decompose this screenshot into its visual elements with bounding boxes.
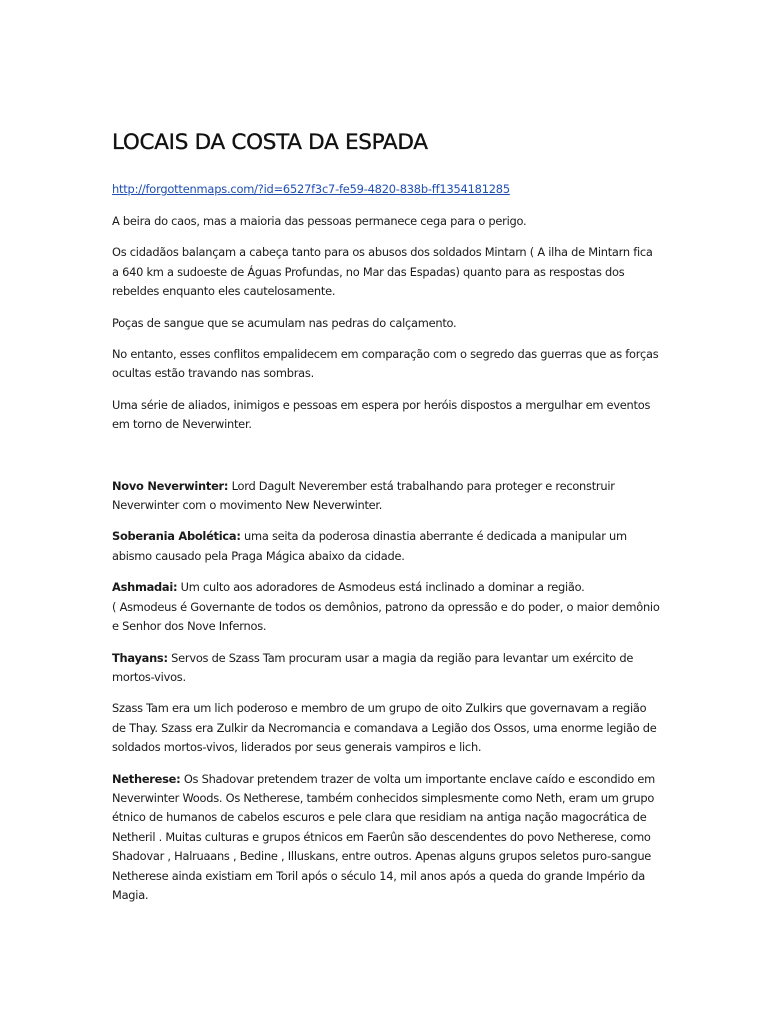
entry-soberania-aboletica bbox=[112, 527, 660, 566]
blank-space bbox=[112, 447, 660, 477]
intro-paragraph-5: Uma série de aliados, inimigos e pessoas em espera por heróis dispostos a mergulhar em eventos em torno de Neverwinter. bbox=[112, 397, 651, 432]
entry-novo-neverwinter bbox=[112, 477, 660, 516]
intro-paragraph-4: No entanto, esses conflitos empalidecem em comparação com o segredo das guerras que as forças ocultas estão travando nas sombras. bbox=[112, 347, 659, 381]
entry-text: Servos de Szass Tam procuram usar a magia da região para levantar um exército de mortos-vivos. bbox=[112, 650, 634, 684]
entry-text: Os Shadovar pretendem trazer de volta um importante enclave caído e escondido em Neverwinter Woods. Os Netherese, também conhecidos simplesmente como Neth, eram um grupo étnico de humanos de cabelos escuros e pele clara que residiam na antiga nação magocrática de Netheril . Muitas culturas e grupos étnicos em Faerûn são descendentes do povo Netherese, como Shadovar , Halruaans , Bedine , Illuskans, entre outros. Apenas alguns grupos seletos puro-sangue Netherese ainda existiam em Toril após o século 14, mil anos após a queda do grande Império da Magia. bbox=[112, 771, 655, 902]
szass-tam-paragraph: Szass Tam era um lich poderoso e membro de um grupo de oito Zulkirs que governavam a região de Thay. Szass era Zulkir da Necromancia e comandava a Legião dos Ossos, uma enorme legião de soldados mortos-vivos, liderados por seus generais vampiros e lich. bbox=[112, 701, 657, 755]
entry-thayans bbox=[112, 649, 660, 688]
entry-term: Thayans: bbox=[112, 650, 168, 665]
entry-term: Novo Neverwinter: bbox=[112, 478, 229, 493]
entry-term: Netherese: bbox=[112, 771, 181, 786]
entry-text: uma seita da poderosa dinastia aberrante é dedicada a manipular um abismo causado pela Praga Mágica abaixo da cidade. bbox=[112, 529, 627, 563]
intro-paragraph-1: A beira do caos, mas a maioria das pessoas permanece cega para o perigo. bbox=[112, 214, 527, 228]
entry-text: Um culto aos adoradores de Asmodeus está inclinado a dominar a região. bbox=[177, 580, 585, 595]
entry-ashmadai bbox=[112, 578, 660, 636]
entry-text: Lord Dagult Neverember está trabalhando para proteger e reconstruir Neverwinter com o movimento New Neverwinter. bbox=[112, 478, 615, 513]
entry-term: Soberania Abolética: bbox=[112, 529, 241, 544]
entry-term: Ashmadai: bbox=[112, 580, 178, 595]
forgottenmaps-link[interactable]: http://forgottenmaps.com/?id=6527f3c7-fe59-4820-838b-ff1354181285 bbox=[112, 182, 510, 196]
page-title: LOCAIS DA COSTA DA ESPADA bbox=[112, 130, 428, 155]
intro-paragraph-3: Poças de sangue que se acumulam nas pedras do calçamento. bbox=[112, 315, 457, 330]
intro-paragraph-2: Os cidadãos balançam a cabeça tanto para os abusos dos soldados Mintarn ( A ilha de Mintarn fica a 640 km a sudoeste de Águas Profundas, no Mar das Espadas) quanto para as respostas dos rebeldes enquanto eles cautelosamente. bbox=[112, 245, 653, 299]
ashmadai-note: ( Asmodeus é Governante de todos os demônios, patrono da opressão e do poder, o maior demônio e Senhor dos Nove Infernos. bbox=[112, 599, 660, 634]
entry-netherese bbox=[112, 770, 660, 906]
document-page bbox=[112, 128, 660, 917]
